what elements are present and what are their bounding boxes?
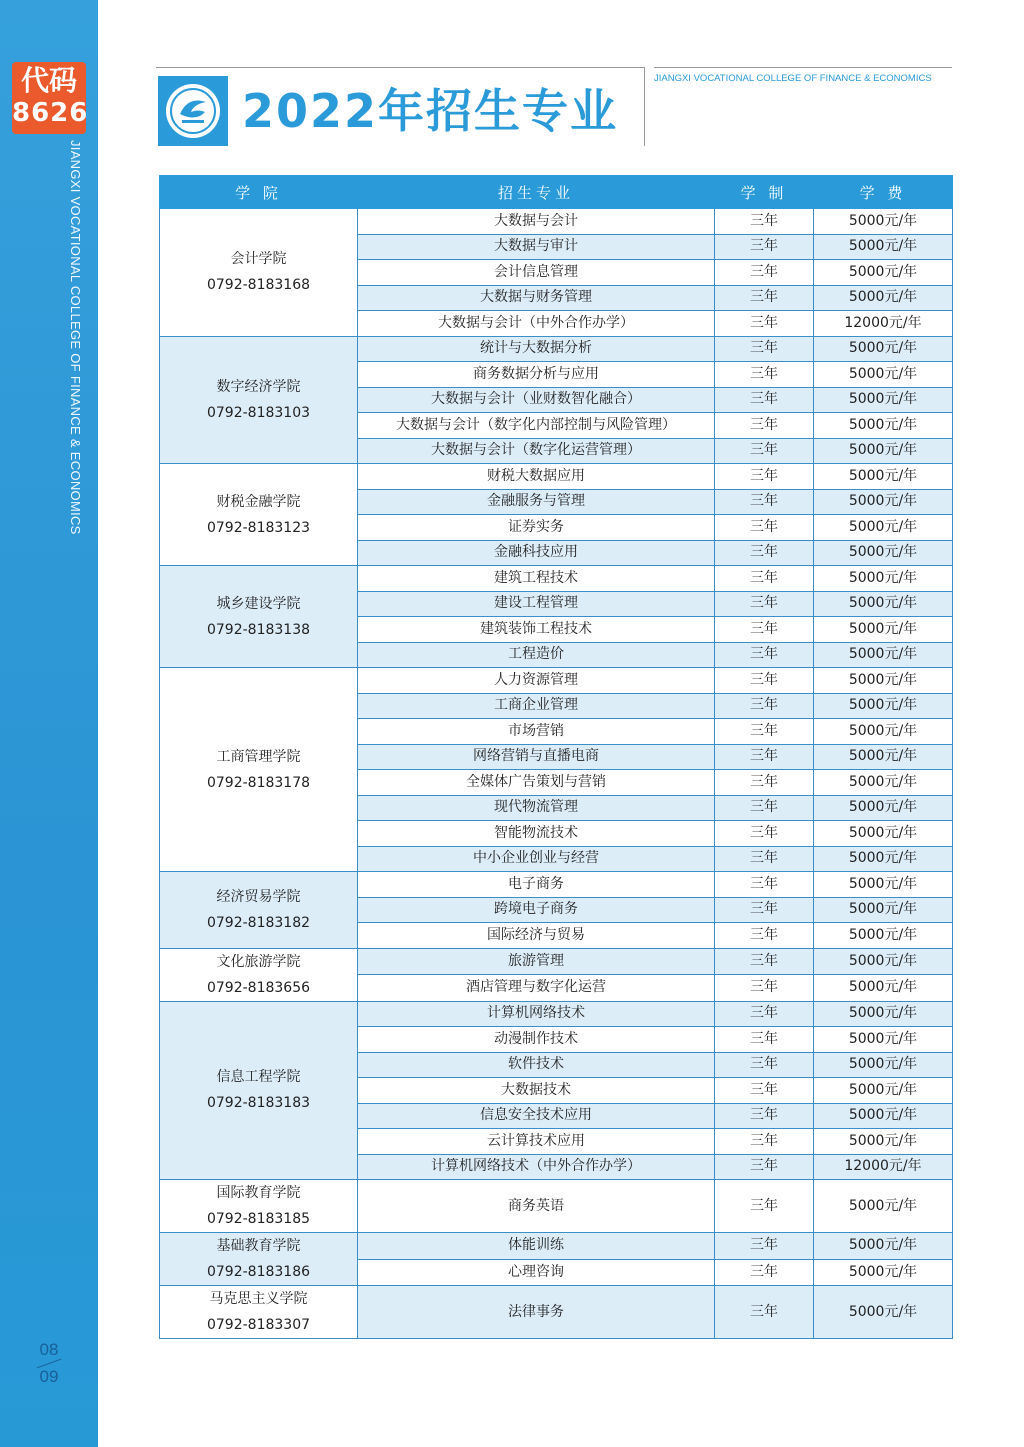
college-cell <box>160 948 358 1001</box>
college-phone: 0792-8183168 <box>206 277 311 294</box>
major-cell: 现代物流管理 <box>358 795 715 821</box>
fee-cell: 5000元/年 <box>814 489 953 515</box>
major-cell: 工程造价 <box>358 642 715 668</box>
duration-cell: 三年 <box>715 770 814 796</box>
duration-cell: 三年 <box>715 1103 814 1129</box>
header-duration: 学 制 <box>715 176 814 209</box>
table-row <box>160 1286 953 1339</box>
major-cell: 智能物流技术 <box>358 821 715 847</box>
table-header-row <box>160 176 953 209</box>
duration-cell: 三年 <box>715 744 814 770</box>
vertical-college-name: JIANGXI VOCATIONAL COLLEGE OF FINANCE & ECONOMICS <box>68 140 83 535</box>
major-cell: 计算机网络技术 <box>358 1001 715 1027</box>
major-cell: 大数据与财务管理 <box>358 285 715 311</box>
duration-cell: 三年 <box>715 1052 814 1078</box>
fee-cell: 5000元/年 <box>814 362 953 388</box>
major-cell: 大数据与会计（中外合作办学） <box>358 311 715 337</box>
duration-cell: 三年 <box>715 464 814 490</box>
duration-cell: 三年 <box>715 1233 814 1260</box>
college-phone: 0792-8183656 <box>206 979 311 996</box>
fee-cell: 5000元/年 <box>814 1180 953 1233</box>
fee-cell: 5000元/年 <box>814 566 953 592</box>
duration-cell: 三年 <box>715 260 814 286</box>
duration-cell: 三年 <box>715 591 814 617</box>
major-cell: 软件技术 <box>358 1052 715 1078</box>
fee-cell: 5000元/年 <box>814 770 953 796</box>
college-name: 会计学院 <box>230 251 287 268</box>
table-row <box>160 872 953 898</box>
table-row <box>160 668 953 694</box>
page-number-left: 08 <box>39 1340 59 1359</box>
page-title: 2022年招生专业 <box>242 84 619 138</box>
major-cell: 大数据与审计 <box>358 234 715 260</box>
fee-cell: 5000元/年 <box>814 413 953 439</box>
college-phone: 0792-8183183 <box>206 1095 311 1112</box>
major-cell: 证券实务 <box>358 515 715 541</box>
major-cell: 心理咨询 <box>358 1259 715 1286</box>
fee-cell: 12000元/年 <box>814 1154 953 1180</box>
college-english-name: JIANGXI VOCATIONAL COLLEGE OF FINANCE & ECONOMICS <box>654 73 932 84</box>
fee-cell: 5000元/年 <box>814 285 953 311</box>
duration-cell: 三年 <box>715 1027 814 1053</box>
page-number-right: 09 <box>39 1367 59 1386</box>
major-cell: 酒店管理与数字化运营 <box>358 975 715 1002</box>
fee-cell: 5000元/年 <box>814 744 953 770</box>
college-cell <box>160 1001 358 1180</box>
major-cell: 建筑装饰工程技术 <box>358 617 715 643</box>
table-row <box>160 948 953 975</box>
duration-cell: 三年 <box>715 693 814 719</box>
duration-cell: 三年 <box>715 668 814 694</box>
college-cell <box>160 1233 358 1286</box>
college-cell <box>160 668 358 872</box>
duration-cell: 三年 <box>715 285 814 311</box>
fee-cell: 5000元/年 <box>814 260 953 286</box>
major-cell: 国际经济与贸易 <box>358 923 715 949</box>
duration-cell: 三年 <box>715 1129 814 1155</box>
duration-cell: 三年 <box>715 1286 814 1339</box>
table-row <box>160 209 953 235</box>
major-cell: 电子商务 <box>358 872 715 898</box>
header-fee: 学 费 <box>814 176 953 209</box>
badge-code: 8626 <box>12 98 89 128</box>
college-cell <box>160 336 358 464</box>
table-body <box>160 209 953 1339</box>
fee-cell: 5000元/年 <box>814 617 953 643</box>
major-cell: 大数据与会计（数字化运营管理） <box>358 438 715 464</box>
duration-cell: 三年 <box>715 617 814 643</box>
major-cell: 金融服务与管理 <box>358 489 715 515</box>
duration-cell: 三年 <box>715 489 814 515</box>
major-cell: 网络营销与直播电商 <box>358 744 715 770</box>
duration-cell: 三年 <box>715 515 814 541</box>
college-name: 文化旅游学院 <box>216 953 301 970</box>
major-cell: 工商企业管理 <box>358 693 715 719</box>
college-name: 马克思主义学院 <box>209 1291 308 1307</box>
duration-cell: 三年 <box>715 1001 814 1027</box>
major-cell: 计算机网络技术（中外合作办学） <box>358 1154 715 1180</box>
duration-cell: 三年 <box>715 923 814 949</box>
major-cell: 建筑工程技术 <box>358 566 715 592</box>
college-name: 基础教育学院 <box>216 1238 301 1254</box>
fee-cell: 5000元/年 <box>814 1078 953 1104</box>
duration-cell: 三年 <box>715 362 814 388</box>
major-cell: 统计与大数据分析 <box>358 336 715 362</box>
header-major: 招生专业 <box>358 176 715 209</box>
duration-cell: 三年 <box>715 413 814 439</box>
college-name: 信息工程学院 <box>216 1069 301 1086</box>
major-cell: 中小企业创业与经营 <box>358 846 715 872</box>
duration-cell: 三年 <box>715 846 814 872</box>
header-divider <box>654 67 952 68</box>
college-phone: 0792-8183103 <box>206 404 311 421</box>
duration-cell: 三年 <box>715 1180 814 1233</box>
major-cell: 全媒体广告策划与营销 <box>358 770 715 796</box>
duration-cell: 三年 <box>715 821 814 847</box>
duration-cell: 三年 <box>715 311 814 337</box>
table-row <box>160 566 953 592</box>
duration-cell: 三年 <box>715 540 814 566</box>
duration-cell: 三年 <box>715 234 814 260</box>
college-phone: 0792-8183182 <box>206 914 311 931</box>
fee-cell: 5000元/年 <box>814 1027 953 1053</box>
major-cell: 大数据与会计（数字化内部控制与风险管理） <box>358 413 715 439</box>
duration-cell: 三年 <box>715 336 814 362</box>
major-cell: 旅游管理 <box>358 948 715 975</box>
college-phone: 0792-8183307 <box>206 1317 311 1333</box>
fee-cell: 5000元/年 <box>814 438 953 464</box>
major-cell: 体能训练 <box>358 1233 715 1260</box>
major-cell: 云计算技术应用 <box>358 1129 715 1155</box>
majors-table <box>159 175 953 1339</box>
college-name: 经济贸易学院 <box>216 888 301 905</box>
enrollment-code-badge <box>12 62 89 134</box>
major-cell: 动漫制作技术 <box>358 1027 715 1053</box>
college-name: 数字经济学院 <box>216 378 301 395</box>
major-cell: 大数据与会计 <box>358 209 715 235</box>
duration-cell: 三年 <box>715 719 814 745</box>
fee-cell: 5000元/年 <box>814 540 953 566</box>
fee-cell: 5000元/年 <box>814 821 953 847</box>
college-name: 城乡建设学院 <box>216 595 301 612</box>
college-cell <box>160 209 358 337</box>
fee-cell: 5000元/年 <box>814 897 953 923</box>
major-cell: 人力资源管理 <box>358 668 715 694</box>
fee-cell: 5000元/年 <box>814 515 953 541</box>
major-cell: 信息安全技术应用 <box>358 1103 715 1129</box>
college-phone: 0792-8183123 <box>206 519 311 536</box>
fee-cell: 5000元/年 <box>814 591 953 617</box>
major-cell: 商务英语 <box>358 1180 715 1233</box>
duration-cell: 三年 <box>715 872 814 898</box>
duration-cell: 三年 <box>715 948 814 975</box>
fee-cell: 5000元/年 <box>814 719 953 745</box>
major-cell: 市场营销 <box>358 719 715 745</box>
college-cell <box>160 1180 358 1233</box>
badge-label: 代码 <box>20 64 77 97</box>
college-cell <box>160 464 358 566</box>
college-name: 财税金融学院 <box>216 493 301 510</box>
college-cell <box>160 566 358 668</box>
duration-cell: 三年 <box>715 209 814 235</box>
table-row <box>160 1001 953 1027</box>
fee-cell: 5000元/年 <box>814 336 953 362</box>
fee-cell: 5000元/年 <box>814 209 953 235</box>
college-cell <box>160 1286 358 1339</box>
college-name: 国际教育学院 <box>216 1185 301 1201</box>
duration-cell: 三年 <box>715 1078 814 1104</box>
duration-cell: 三年 <box>715 975 814 1002</box>
major-cell: 大数据与会计（业财数智化融合） <box>358 387 715 413</box>
college-name: 工商管理学院 <box>216 748 301 765</box>
sidebar <box>0 0 98 1447</box>
duration-cell: 三年 <box>715 642 814 668</box>
major-cell: 大数据技术 <box>358 1078 715 1104</box>
table-row <box>160 336 953 362</box>
table-row <box>160 1233 953 1260</box>
college-phone: 0792-8183138 <box>206 621 311 638</box>
fee-cell: 5000元/年 <box>814 846 953 872</box>
duration-cell: 三年 <box>715 795 814 821</box>
major-cell: 财税大数据应用 <box>358 464 715 490</box>
duration-cell: 三年 <box>715 566 814 592</box>
table-row <box>160 1180 953 1233</box>
fee-cell: 5000元/年 <box>814 1233 953 1260</box>
fee-cell: 5000元/年 <box>814 975 953 1002</box>
fee-cell: 5000元/年 <box>814 795 953 821</box>
fee-cell: 5000元/年 <box>814 1103 953 1129</box>
fee-cell: 5000元/年 <box>814 464 953 490</box>
college-phone: 0792-8183178 <box>206 774 311 791</box>
page-number <box>36 1340 62 1387</box>
fee-cell: 5000元/年 <box>814 668 953 694</box>
fee-cell: 12000元/年 <box>814 311 953 337</box>
table-row <box>160 464 953 490</box>
major-cell: 跨境电子商务 <box>358 897 715 923</box>
fee-cell: 5000元/年 <box>814 1286 953 1339</box>
fee-cell: 5000元/年 <box>814 923 953 949</box>
fee-cell: 5000元/年 <box>814 693 953 719</box>
fee-cell: 5000元/年 <box>814 1259 953 1286</box>
college-phone: 0792-8183185 <box>206 1211 311 1227</box>
college-logo-icon <box>158 76 228 146</box>
header-college: 学 院 <box>160 176 358 209</box>
fee-cell: 5000元/年 <box>814 642 953 668</box>
duration-cell: 三年 <box>715 438 814 464</box>
college-cell <box>160 872 358 949</box>
fee-cell: 5000元/年 <box>814 1129 953 1155</box>
duration-cell: 三年 <box>715 1154 814 1180</box>
duration-cell: 三年 <box>715 387 814 413</box>
duration-cell: 三年 <box>715 1259 814 1286</box>
major-cell: 会计信息管理 <box>358 260 715 286</box>
major-cell: 金融科技应用 <box>358 540 715 566</box>
major-cell: 法律事务 <box>358 1286 715 1339</box>
major-cell: 建设工程管理 <box>358 591 715 617</box>
fee-cell: 5000元/年 <box>814 1001 953 1027</box>
fee-cell: 5000元/年 <box>814 948 953 975</box>
college-phone: 0792-8183186 <box>206 1264 311 1280</box>
fee-cell: 5000元/年 <box>814 387 953 413</box>
fee-cell: 5000元/年 <box>814 234 953 260</box>
fee-cell: 5000元/年 <box>814 872 953 898</box>
duration-cell: 三年 <box>715 897 814 923</box>
major-cell: 商务数据分析与应用 <box>358 362 715 388</box>
fee-cell: 5000元/年 <box>814 1052 953 1078</box>
